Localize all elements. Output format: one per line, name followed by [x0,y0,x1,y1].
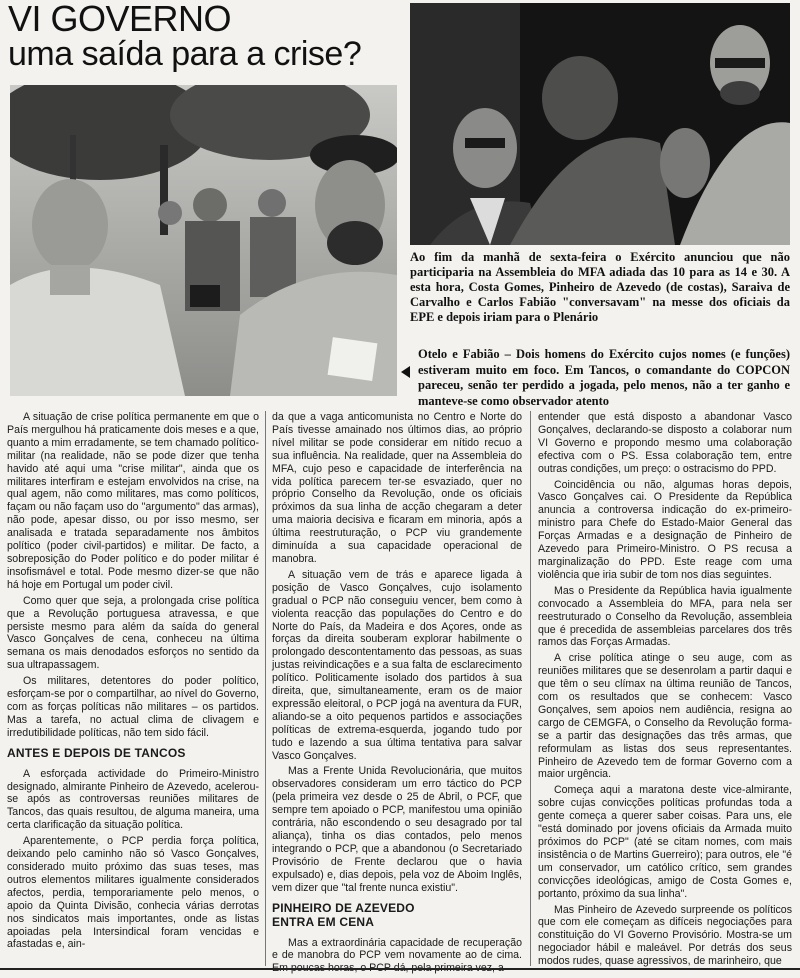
caption-left: Otelo e Fabião – Dois homens do Exército cujos nomes (e funções) estiveram muito em foco. Em Tancos, o comandante do COPCON pareceu, senão ter perdido a jogada, pelo menos, não a ter ganho e manteve-se como observador atento [418,347,790,408]
paragraph: Aparentemente, o PCP perdia força política, deixando pelo caminho não só Vasco Gonçalves, considerado muito próximo das suas teses, mas outros elementos militares igualmente considerados afectos, perdia, temporariamente pelo menos, o apoio da Quinta Divisão, conhecia várias derrotas nos sindicatos mais importantes, onde as listas apoiadas pela Intersindical foram vencidas e afastadas e, ain- [7,835,259,951]
paragraph: A situação vem de trás e aparece ligada à posição de Vasco Gonçalves, cujo isolamento gradual o PCP não conseguiu vencer, bem como à violenta reacção das populações do Centro e do Norte do País, da Madeira e dos Açores, onde as forças da direita souberam explorar habilmente o prolongado descontentamento das pessoas, as suas justas reivindicações e a sua falta de esclarecimento político. Politicamente isolado dos partidos à sua direita, que, simultaneamente, eram os de maior expressão eleitoral, o PCP jogá na aventura da FUR, aliando-se a oito pequenos partidos e associações políticas de extrema-esquerda, jogando tudo por tudo e lazendo a sua última tentativa para salvar Vasco Gonçalves. [272,568,522,762]
article-column-2 [272,411,522,978]
photo-men-talking [410,3,790,245]
headline-subtitle: uma saída para a crise? [8,35,362,73]
paragraph: A crise política atinge o seu auge, com as reuniões militares que se desenrolam a partir daqui e que têm o seu clímax na última reunião de Tancos, com os resultados que se conhecem: Vasco Gonçalves, sem apoios nem audiência, resigna ao cargo de CEMGFA, o Conselho da Revolução forma-se a partir das designações das três armas, que reformulam as listas dos seus representantes. Pinheiro de Azevedo tem de formar Governo com a maior urgência. [538,652,792,781]
paragraph: Mas a Frente Unida Revolucionária, que muitos observadores consideram um erro táctico do PCP (pela primeira vez desde o 25 de Abril, o PCF, que sempre tem apoiado o PCP, manifestou uma opinião contrária, não escondendo o seu desagrado por tal aliança), tinha os dias contados, pelo menos integrando o PCP, que a abandonou (o Secretariado Provisório de Frente declarou que o havia expulsado) e, dias depois, pela voz de Aboim Inglês, vem dizer que "tal frente nunca existiu". [272,765,522,894]
section-heading: ENTRA EM CENA [272,914,375,929]
paragraph: Mas o Presidente da República havia igualmente convocado a Assembleia do MFA, para nela ser reestruturado o Conselho da Revolução, assembleia que é precedida de assembleias parcelares dos três ramos das Forças Armadas. [538,584,792,649]
section-heading: ANTES E DEPOIS DE TANCOS [7,745,186,760]
paragraph: Mas a extraordinária capacidade de recuperação e de manobra do PCP vem novamente ao de cima. [272,936,522,962]
caption-pointer-arrow-icon [401,366,410,378]
caption-right: Ao fim da manhã de sexta-feira o Exército anunciou que não participaria na Assembleia do MFA adiada das 10 para as 14 e 30. A esta hora, Costa Gomes, Pinheiro de Azevedo (de costas), Saraiva de Carvalho e Carlos Fabião "conversavam" na messe dos oficiais da EPE e depois iriam para o Plenário [410,250,790,324]
column-divider [265,411,266,966]
headline-title: VI GOVERNO [8,0,232,39]
article-column-3 [538,411,792,971]
paragraph: Coincidência ou não, algumas horas depois, Vasco Gonçalves cai. O Presidente da República anuncia a controversa indicação do ex-primeiro-ministro para Chefe do Estado-Maior General das Forças Armadas e a designação de Pinheiro de Azevedo para Primeiro-Ministro. O PS recusa a marginalização do PPD. Este reage com uma violência que iria subir de tom nos dias seguintes. [538,478,792,581]
column-divider [530,411,531,966]
paragraph: da que a vaga anticomunista no Centro e Norte do País tivesse amainado nos últimos dias, ao próprio nível militar se pode considerar em nítido recuo a sua influência. Na realidade, quer na Assembleia do MFA, cujo peso e capacidade de interferência na vida política parecem ter-se esvaziado, quer no próprio Conselho da Revolução, onde os oficiais próximos da sua linha de acção chegaram a deter uma maioria decisiva e ficaram em minoria, após a última reestruturação, o PCP viu grandemente diminuída a sua capacidade operacional de manobra. [272,411,522,565]
paragraph: entender que está disposto a abandonar Vasco Gonçalves, declarando-se disposto a colaborar num VI Governo e propondo mesmo uma colaboração efectiva com o PS. Essa colaboração tem, entre outras condições, um preço: o ostracismo do PPD. [538,411,792,475]
headline [8,0,408,72]
paragraph: A situação de crise política permanente em que o País mergulhou há praticamente dois meses e a que, quanto a mim erradamente, se tem chamado político-militar (na realidade, não se pode dizer que tenha havido até aqui uma "crise militar", ainda que os militares interfiram e estejam envolvidos na crise, na qual agem, não como militares, mas como políticos, façam ou não façam uso do "argumento" das armas), não pode, apesar disso, ou por isso mesmo, ser analisada e tratada separadamente nos âmbitos político (poder civil-partidos) e militar. De facto, a sobreposição do Poder político e do poder militar é insofismável e total. Pode mesmo dizer-se que não há hoje em Portugal um poder civil. [7,411,259,591]
page-bottom-rule [0,968,800,970]
paragraph: Como quer que seja, a prolongada crise política que a Revolução portuguesa atravessa, e que persiste mesmo para além da saída do general Vasco Gonçalves de cena, conheceu na última semana os mais denodados esforços no sentido da sua ultrapassagem. [7,594,259,672]
article-column-1 [7,411,259,954]
paragraph: Mas Pinheiro de Azevedo surpreende os políticos que com ele começam as difíceis negociações para constituição do VI Governo Provisório. Mostra-se um negociador hábil e maleável. Por detrás dos seus modos rudes, quase agressivos, de marinheiro, que [538,903,792,968]
photo-soldiers [10,85,397,396]
paragraph: A esforçada actividade do Primeiro-Ministro designado, almirante Pinheiro de Azevedo, acelerou-se após as controversas reuniões militares de Tancos, das quais resultou, de alguma maneira, uma certa clarificação da situação política. [7,767,259,832]
paragraph: Os militares, detentores do poder político, esforçam-se por o compartilhar, ao nível do Governo, com as forças políticas não militares – os partidos. Mas a tarefa, no actual clima de clivagem e irredutibilidade políticas, não tem sido fácil. [7,675,259,739]
paragraph: Começa aqui a maratona deste vice-almirante, sobre cujas convicções políticas profundas toda a gente começa a querer saber coisas. Para uns, ele "está dominado por jovens oficiais da Armada muito próximos do PCP" (até se citam nomes, com mais insistência o de Martins Guerreiro); para outros, ele "é um conservador, um católico crítico, sem grandes convicções ideológicas, amigo de Costa Gomes e, portanto, próximo da sua linha". [538,784,793,900]
section-heading: PINHEIRO DE AZEVEDO [272,900,415,915]
